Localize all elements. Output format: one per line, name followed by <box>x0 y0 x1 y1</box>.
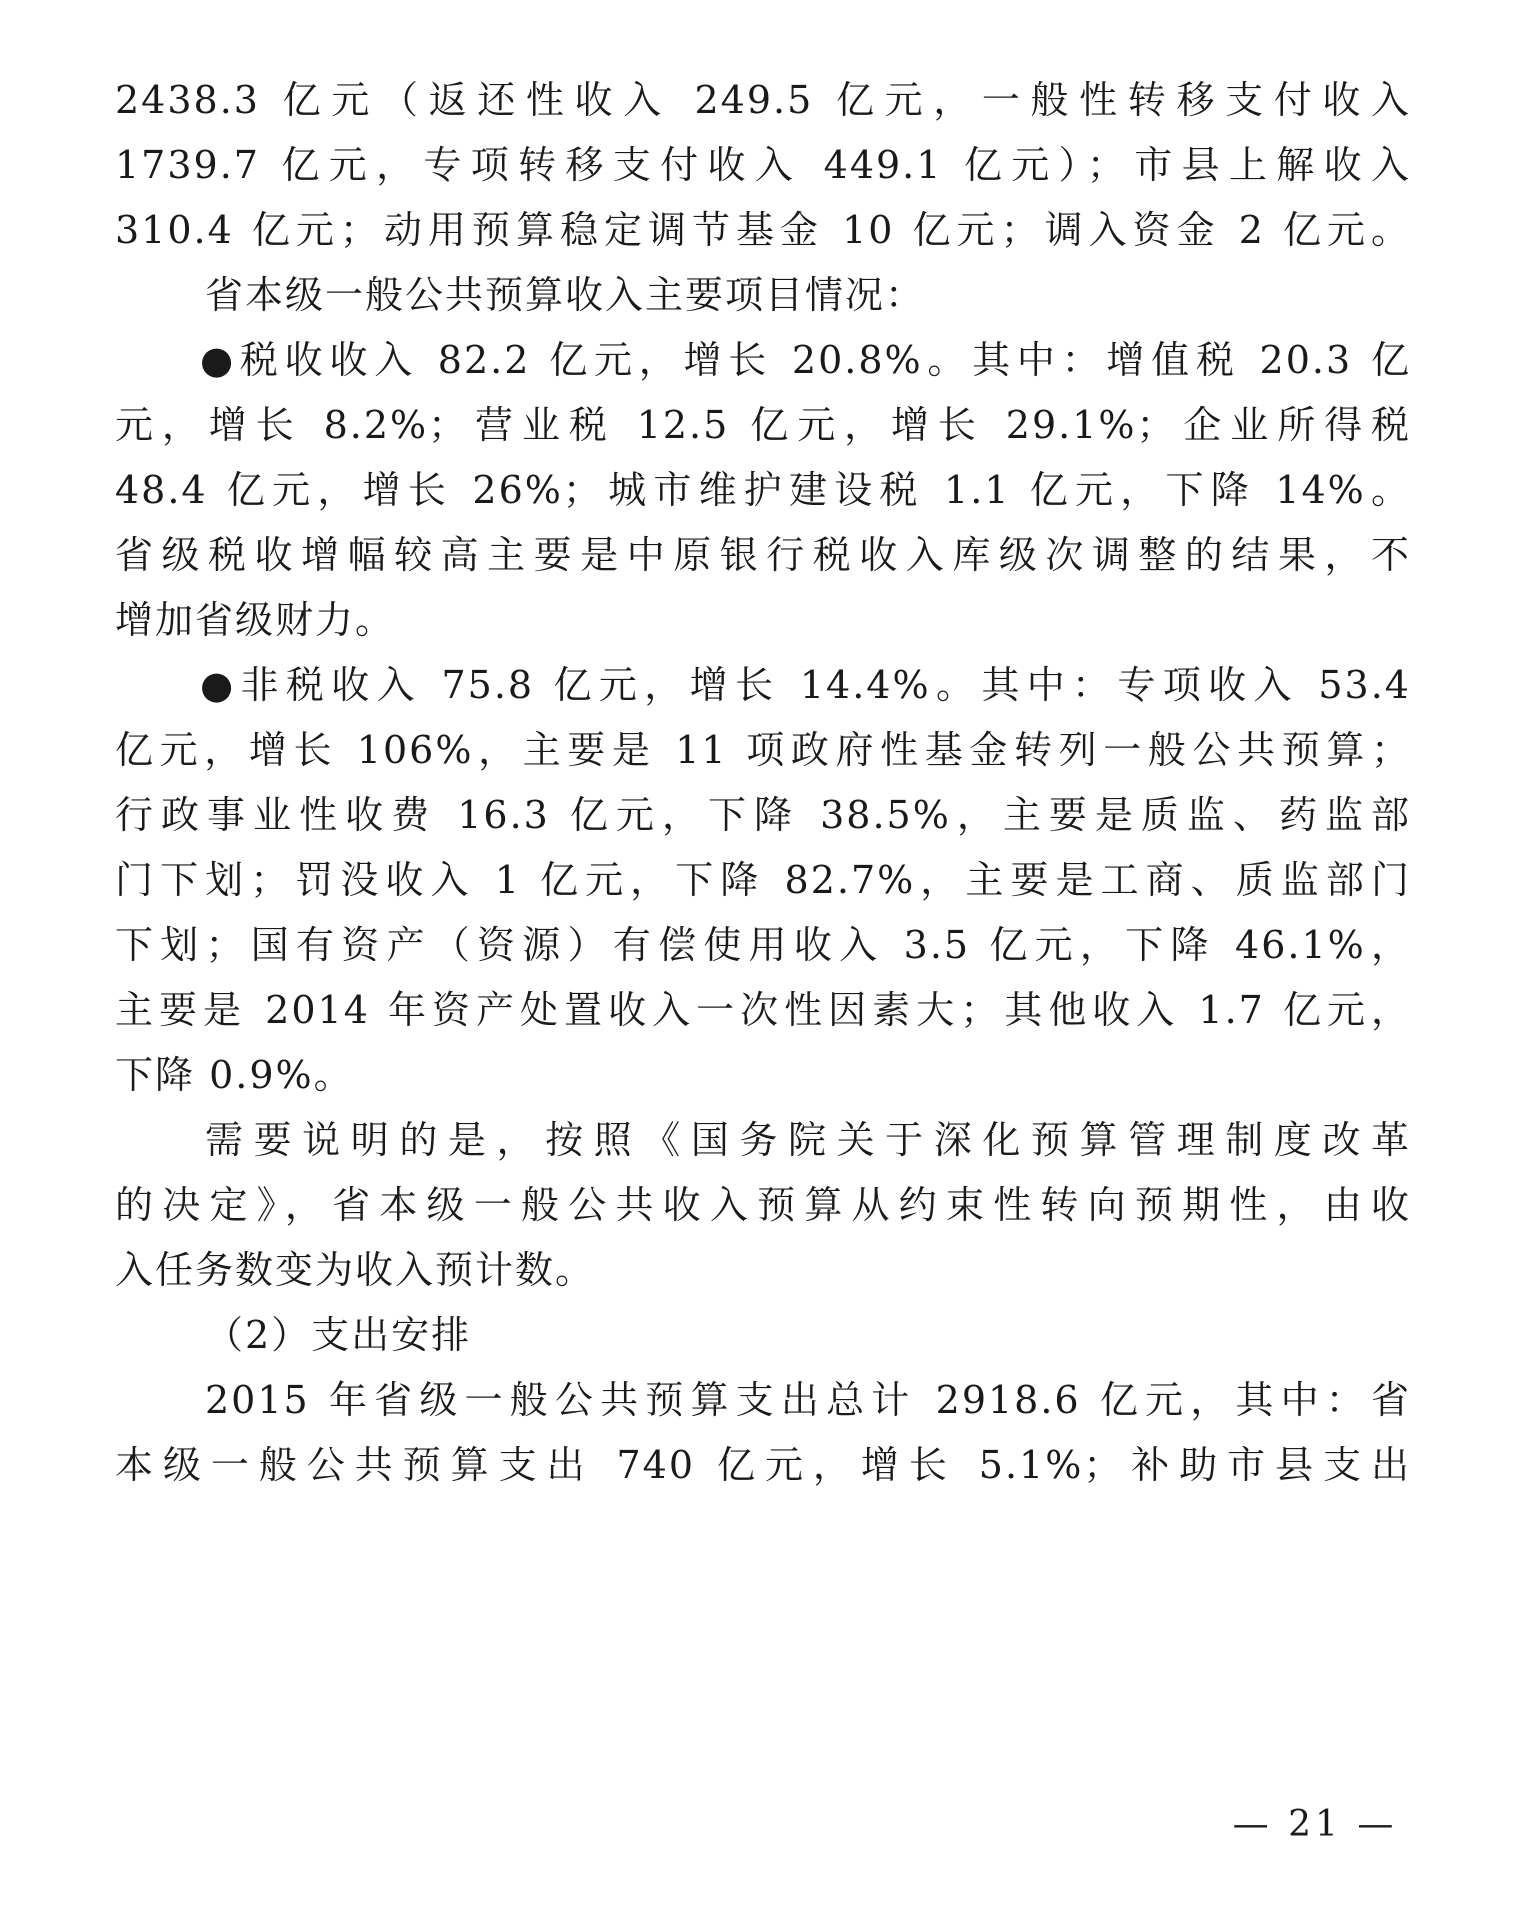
text-line: 需要说明的是，按照《国务院关于深化预算管理制度改革 <box>205 1118 1411 1162</box>
text-line: 主要是 2014 年资产处置收入一次性因素大；其他收入 1.7 亿元， <box>115 988 1411 1032</box>
text-line: 省本级一般公共预算收入主要项目情况： <box>205 273 926 317</box>
text-line: 省级税收增幅较高主要是中原银行税收入库级次调整的结果，不 <box>115 533 1411 577</box>
text-line: 下划；国有资产（资源）有偿使用收入 3.5 亿元，下降 46.1%， <box>115 923 1411 967</box>
text-line: 2438.3 亿元（返还性收入 249.5 亿元，一般性转移支付收入 <box>115 78 1411 122</box>
text-line: 310.4 亿元；动用预算稳定调节基金 10 亿元；调入资金 2 亿元。 <box>115 208 1411 252</box>
text-line: 本级一般公共预算支出 740 亿元，增长 5.1%；补助市县支出 <box>115 1443 1411 1487</box>
section-heading: （2）支出安排 <box>205 1313 472 1357</box>
text-line: 48.4 亿元，增长 26%；城市维护建设税 1.1 亿元，下降 14%。 <box>115 468 1411 512</box>
text-line: 增加省级财力。 <box>115 598 396 642</box>
text-line: 的决定》，省本级一般公共收入预算从约束性转向预期性，由收 <box>115 1183 1411 1227</box>
text-line: ●税收收入 82.2 亿元，增长 20.8%。其中：增值税 20.3 亿 <box>200 338 1411 382</box>
text-line: 2015 年省级一般公共预算支出总计 2918.6 亿元，其中：省 <box>205 1378 1411 1422</box>
text-line: ●非税收入 75.8 亿元，增长 14.4%。其中：专项收入 53.4 <box>200 663 1411 707</box>
text-line: 行政事业性收费 16.3 亿元，下降 38.5%，主要是质监、药监部 <box>115 793 1411 837</box>
page-number: — 21 — <box>1232 1804 1398 1845</box>
text-line: 1739.7 亿元，专项转移支付收入 449.1 亿元）；市县上解收入 <box>115 143 1411 187</box>
text-line: 元，增长 8.2%；营业税 12.5 亿元，增长 29.1%；企业所得税 <box>115 403 1411 447</box>
text-line: 门下划；罚没收入 1 亿元，下降 82.7%，主要是工商、质监部门 <box>115 858 1411 902</box>
text-line: 下降 0.9%。 <box>115 1053 354 1097</box>
text-line: 入任务数变为收入预计数。 <box>115 1248 596 1292</box>
text-line: 亿元，增长 106%，主要是 11 项政府性基金转列一般公共预算； <box>115 728 1411 772</box>
